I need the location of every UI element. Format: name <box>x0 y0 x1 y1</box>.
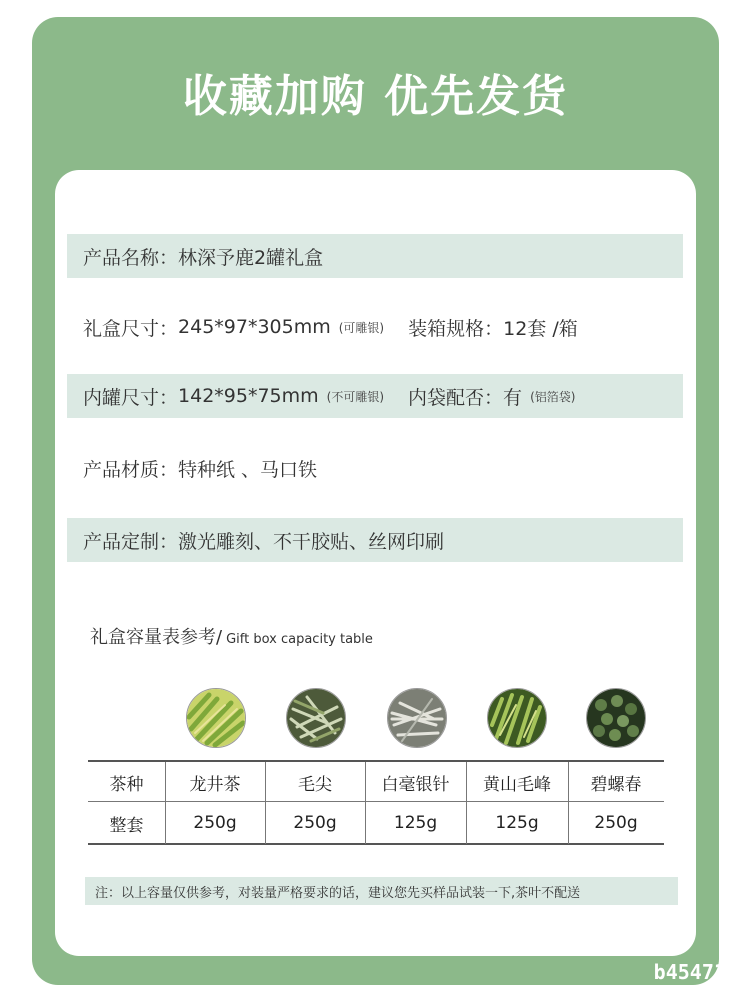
name-label: 产品名称： <box>83 246 179 269</box>
inner-bag-label: 内袋配否： <box>408 386 504 409</box>
spec-row-material <box>67 446 683 490</box>
capacity-table-title <box>90 623 373 649</box>
capacity-title-en: Gift box capacity table <box>226 632 373 647</box>
material-value: 特种纸 、马口铁 <box>178 458 318 481</box>
capacity-title-cn: 礼盒容量表参考/ <box>90 627 223 648</box>
longjing-tea-leaf-icon <box>186 688 246 748</box>
headline: 收藏加购 优先发货 <box>182 71 569 122</box>
carton-label: 装箱规格： <box>408 317 504 340</box>
tea-name-cell: 黄山毛峰 <box>483 774 551 795</box>
inner-bag-note: (铝箔袋) <box>530 389 576 404</box>
biluochun-tea-icon <box>586 688 646 748</box>
spec-row-name <box>67 234 683 278</box>
tea-weight-cell: 125g <box>393 813 438 833</box>
box-size-note: (可雕银) <box>338 320 385 335</box>
spec-row-custom <box>67 518 683 562</box>
tea-name-cell: 白毫银针 <box>381 774 450 795</box>
table-header-tea-type: 茶种 <box>109 774 144 795</box>
name-value: 林深予鹿2罐礼盒 <box>178 246 324 269</box>
spec-card <box>55 170 696 956</box>
inner-size-value: 142*95*75mm <box>178 385 319 407</box>
table-bottom-border <box>88 843 664 845</box>
tea-name-cell: 龙井茶 <box>189 774 241 795</box>
maojian-tea-leaf-icon <box>286 688 346 748</box>
tea-name-cell: 碧螺春 <box>590 774 642 795</box>
table-header-full-set: 整套 <box>109 815 144 836</box>
carton-value: 12套 /箱 <box>503 317 578 340</box>
watermark: b454712f <box>653 960 750 984</box>
tea-weight-cell: 125g <box>495 813 539 833</box>
box-size-value: 245*97*305mm <box>178 316 331 338</box>
tea-weight-cell: 250g <box>193 813 237 833</box>
spec-row-inner-size <box>67 374 683 418</box>
inner-size-note: (不可雕银) <box>326 389 385 404</box>
custom-label: 产品定制： <box>83 530 179 553</box>
capacity-note: 注：以上容量仅供参考，对装量严格要求的话，建议您先买样品试装一下,茶叶不配送 <box>85 877 678 905</box>
huangshan-maofeng-tea-icon <box>487 688 547 748</box>
box-size-label: 礼盒尺寸： <box>83 317 179 340</box>
tea-name-cell: 毛尖 <box>298 774 332 795</box>
custom-value: 激光雕刻、不干胶贴、丝网印刷 <box>178 530 445 553</box>
tea-weight-cell: 250g <box>293 813 337 833</box>
inner-bag-value: 有 <box>503 386 523 409</box>
tea-weight-cell: 250g <box>594 813 638 833</box>
silver-needle-tea-icon <box>387 688 447 748</box>
material-label: 产品材质： <box>83 458 179 481</box>
spec-row-box-size <box>67 305 683 349</box>
inner-size-label: 内罐尺寸： <box>83 386 179 409</box>
